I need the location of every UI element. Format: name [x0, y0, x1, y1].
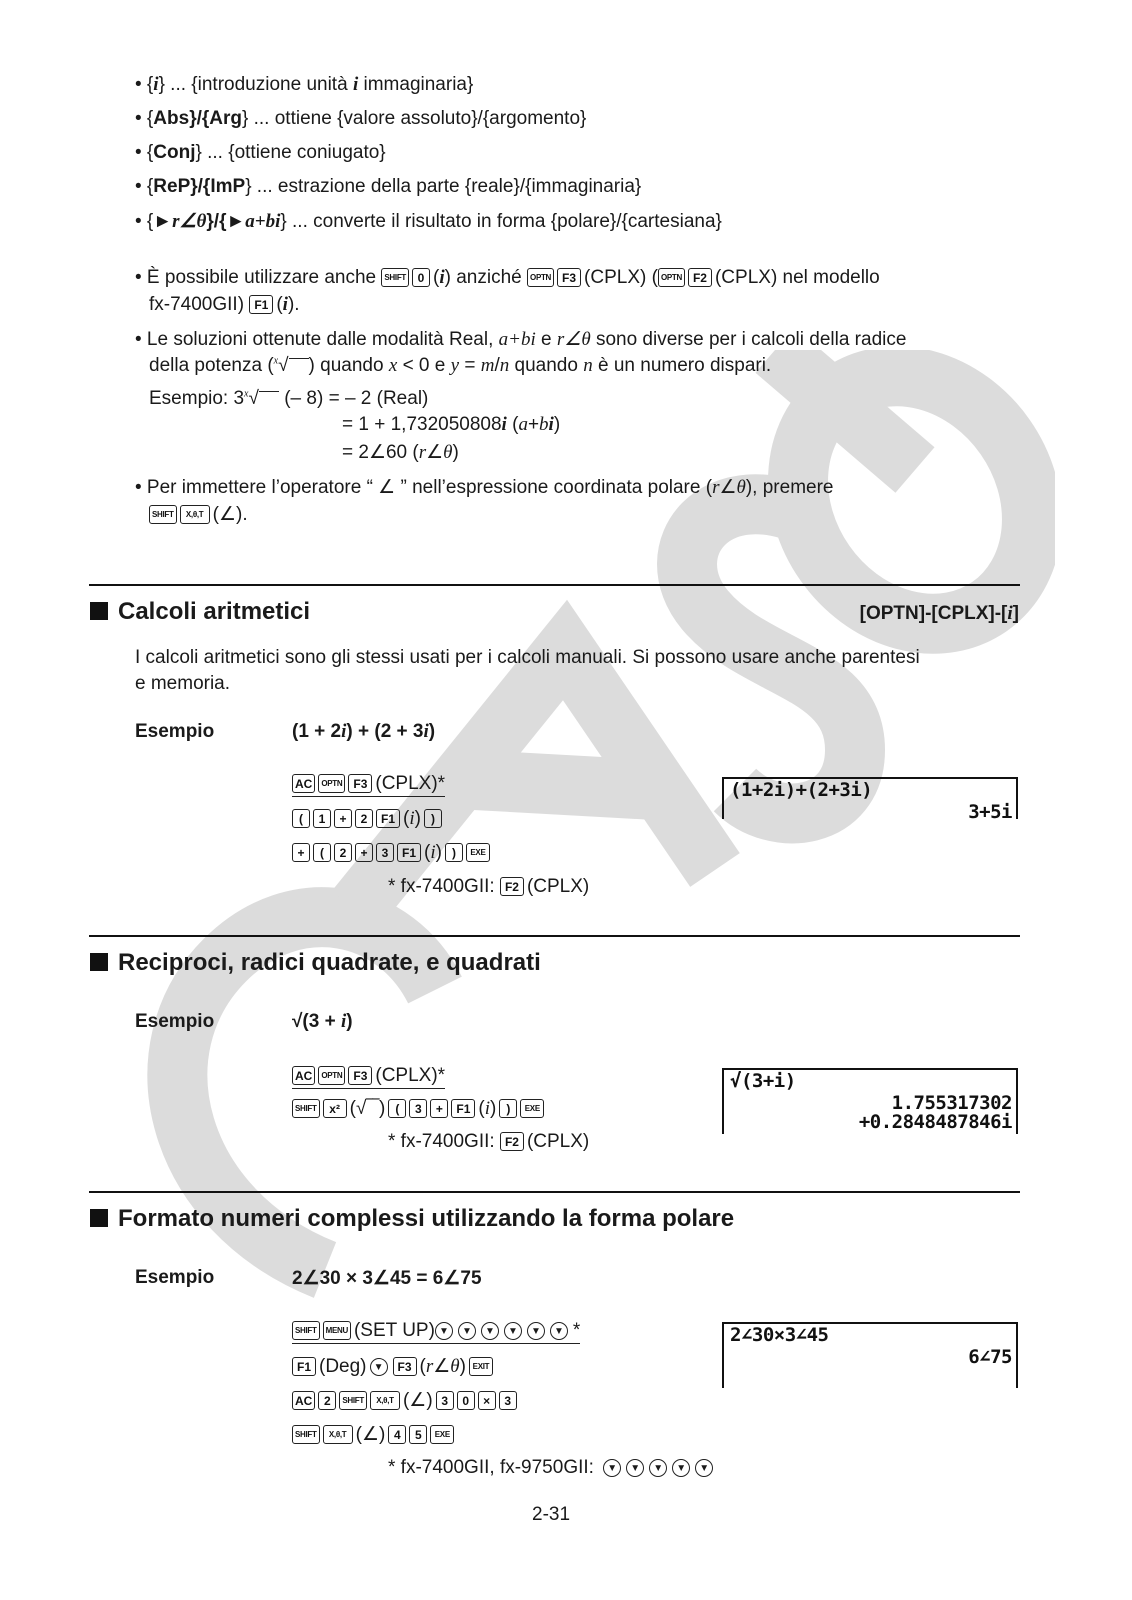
example-label: Esempio — [135, 1267, 215, 1288]
ac-key-icon: AC — [292, 1066, 315, 1085]
down-arrow-icon: ▼ — [370, 1358, 388, 1376]
f3-key-icon: F3 — [348, 1066, 372, 1085]
down-arrow-icon: ▼ — [695, 1459, 713, 1477]
down-arrow-icon: ▼ — [649, 1459, 667, 1477]
keystroke-line-1: AC OPTN F3 (CPLX)* — [292, 773, 445, 795]
menu-key-icon: MENU — [323, 1321, 351, 1340]
xthetat-key-icon: X,θ,T — [323, 1425, 353, 1444]
example-label: Esempio — [135, 721, 215, 742]
times-key-icon: × — [478, 1391, 496, 1410]
xthetat-key-icon: X,θ,T — [180, 505, 210, 524]
note-shift-zero: • È possibile utilizzare anche SHIFT 0 (i) anziché OPTN F3 (CPLX) ( OPTN F2 (CPLX) nel modello — [135, 267, 880, 288]
calculator-screen: (1+2i)+(2+3i) 3+5i — [722, 777, 1018, 819]
lparen-key-icon: ( — [292, 809, 310, 828]
example-root-polar: = 2∠60 (r∠θ) — [342, 442, 459, 463]
example-expression: √(3 + i) — [292, 1011, 353, 1032]
note-shift-zero-line2: fx-7400GII) F1 (i). — [149, 294, 300, 315]
note-real-modes-line2: della potenza ($^x$√ ) quando x < 0 e y = m/n quando n è un numero dispari. — [149, 355, 772, 376]
one-key-icon: 1 — [313, 809, 331, 828]
keystroke-line-2: SHIFT x² (√‾‾) ( 3 + F1 (i) ) EXE — [292, 1098, 547, 1120]
menu-path-tag: [OPTN]-[CPLX]-[i] — [859, 603, 1019, 624]
keystroke-line-2: ( 1 + 2 F1 (i) ) — [292, 808, 445, 830]
calculator-screen: √(3+i) 1.755317302 +0.2848487846i — [722, 1068, 1018, 1134]
five-key-icon: 5 — [409, 1425, 427, 1444]
calculator-screen: 2∠30×3∠45 6∠75 — [722, 1322, 1018, 1388]
example-root-real: Esempio: 3$^x$√ (– 8) = – 2 (Real) — [149, 388, 429, 409]
ac-key-icon: AC — [292, 1391, 315, 1410]
section-divider — [89, 584, 1020, 586]
exit-key-icon: EXIT — [469, 1357, 493, 1376]
f3-key-icon: F3 — [557, 268, 581, 287]
keystroke-line-3: + ( 2 + 3 F1 (i) ) EXE — [292, 842, 493, 864]
three-key-icon: 3 — [499, 1391, 517, 1410]
ac-key-icon: AC — [292, 774, 315, 793]
keystroke-line-3: AC 2 SHIFT X,θ,T (∠) 3 0 × 3 — [292, 1389, 520, 1412]
shift-key-icon: SHIFT — [292, 1321, 320, 1340]
down-arrow-icon: ▼ — [435, 1322, 453, 1340]
two-key-icon: 2 — [355, 809, 373, 828]
exe-key-icon: EXE — [520, 1099, 544, 1118]
two-key-icon: 2 — [318, 1391, 336, 1410]
f1-key-icon: F1 — [376, 809, 400, 828]
keystroke-line-1: AC OPTN F3 (CPLX)* — [292, 1065, 445, 1087]
f2-key-icon: F2 — [500, 1132, 524, 1151]
bullet-conj: • {Conj} ... {ottiene coniugato} — [135, 142, 386, 163]
bullet-abs-arg: • {Abs}/{Arg} ... ottiene {valore assoluto}/{argomento} — [135, 108, 587, 129]
note-real-modes: • Le soluzioni ottenute dalle modalità Real, a+bi e r∠θ sono diverse per i calcoli della radice — [135, 329, 907, 350]
shift-key-icon: SHIFT — [381, 268, 409, 287]
down-arrow-icon: ▼ — [672, 1459, 690, 1477]
footnote-fx7400: * fx-7400GII: F2 (CPLX) — [388, 876, 590, 897]
square-bullet-icon — [90, 1209, 108, 1227]
plus-key-icon: + — [355, 843, 373, 862]
bullet-rep-imp: • {ReP}/{ImP} ... estrazione della parte {reale}/{immaginaria} — [135, 176, 642, 197]
example-root-abi: = 1 + 1,732050808i (a+bi) — [342, 414, 561, 435]
casio-watermark — [95, 350, 1055, 1350]
section-divider — [89, 935, 1020, 937]
f1-key-icon: F1 — [397, 843, 421, 862]
f3-key-icon: F3 — [393, 1357, 417, 1376]
optn-key-icon: OPTN — [527, 268, 554, 287]
three-key-icon: 3 — [436, 1391, 454, 1410]
down-arrow-icon: ▼ — [458, 1322, 476, 1340]
keystroke-line-4: SHIFT X,θ,T (∠) 4 5 EXE — [292, 1423, 457, 1446]
rparen-key-icon: ) — [445, 843, 463, 862]
example-expression: (1 + 2i) + (2 + 3i) — [292, 721, 436, 742]
keystroke-line-2: F1 (Deg) ▼ F3 (r∠θ) EXIT — [292, 1355, 496, 1378]
plus-key-icon: + — [430, 1099, 448, 1118]
f1-key-icon: F1 — [292, 1357, 316, 1376]
plus-key-icon: + — [292, 843, 310, 862]
four-key-icon: 4 — [388, 1425, 406, 1444]
section-divider — [89, 1191, 1020, 1193]
rparen-key-icon: ) — [499, 1099, 517, 1118]
down-arrow-icon: ▼ — [550, 1322, 568, 1340]
square-bullet-icon — [90, 953, 108, 971]
footnote-fx7400-fx9750: * fx-7400GII, fx-9750GII: ▼ ▼ ▼ ▼ ▼ — [388, 1457, 718, 1479]
f2-key-icon: F2 — [500, 877, 524, 896]
three-key-icon: 3 — [376, 843, 394, 862]
xthetat-key-icon: X,θ,T — [370, 1391, 400, 1410]
zero-key-icon: 0 — [457, 1391, 475, 1410]
bullet-i: • {i} ... {introduzione unità i immaginaria} — [135, 74, 474, 95]
section-body-line2: e memoria. — [135, 673, 231, 694]
x-squared-key-icon: x² — [323, 1099, 347, 1118]
section-body: I calcoli aritmetici sono gli stessi usati per i calcoli manuali. Si possono usare anche parentesi — [135, 647, 920, 668]
optn-key-icon: OPTN — [318, 1066, 345, 1085]
bullet-convert: • {►r∠θ}/{►a+bi} ... converte il risultato in forma {polare}/{cartesiana} — [135, 211, 722, 232]
down-arrow-icon: ▼ — [603, 1459, 621, 1477]
optn-key-icon: OPTN — [318, 774, 345, 793]
footnote-fx7400: * fx-7400GII: F2 (CPLX) — [388, 1131, 590, 1152]
rparen-key-icon: ) — [424, 809, 442, 828]
note-angle-operator: • Per immettere l’operatore “ ∠ ” nell’espressione coordinata polare (r∠θ), premere — [135, 477, 834, 498]
shift-key-icon: SHIFT — [292, 1099, 320, 1118]
f1-key-icon: F1 — [249, 295, 273, 314]
exe-key-icon: EXE — [430, 1425, 454, 1444]
section-title-roots: Reciproci, radici quadrate, e quadrati — [90, 949, 541, 977]
shift-key-icon: SHIFT — [149, 505, 177, 524]
lparen-key-icon: ( — [388, 1099, 406, 1118]
example-expression: 2∠30 × 3∠45 = 6∠75 — [292, 1268, 482, 1289]
two-key-icon: 2 — [334, 843, 352, 862]
lparen-key-icon: ( — [313, 843, 331, 862]
plus-key-icon: + — [334, 809, 352, 828]
section-title-arithmetic: Calcoli aritmetici — [90, 598, 310, 626]
example-label: Esempio — [135, 1011, 215, 1032]
keystroke-line-1: SHIFT MENU (SET UP) ▼ ▼ ▼ ▼ ▼ ▼ * — [292, 1320, 580, 1342]
optn-key-icon: OPTN — [658, 268, 685, 287]
three-key-icon: 3 — [409, 1099, 427, 1118]
down-arrow-icon: ▼ — [481, 1322, 499, 1340]
section-title-polar: Formato numeri complessi utilizzando la forma polare — [90, 1205, 734, 1233]
down-arrow-icon: ▼ — [504, 1322, 522, 1340]
square-bullet-icon — [90, 602, 108, 620]
shift-key-icon: SHIFT — [339, 1391, 367, 1410]
zero-key-icon: 0 — [412, 268, 430, 287]
down-arrow-icon: ▼ — [626, 1459, 644, 1477]
exe-key-icon: EXE — [466, 843, 490, 862]
f1-key-icon: F1 — [451, 1099, 475, 1118]
page-number: 2-31 — [532, 1504, 571, 1525]
f3-key-icon: F3 — [348, 774, 372, 793]
note-angle-operator-line2: SHIFT X,θ,T (∠). — [149, 503, 248, 526]
shift-key-icon: SHIFT — [292, 1425, 320, 1444]
down-arrow-icon: ▼ — [527, 1322, 545, 1340]
f2-key-icon: F2 — [688, 268, 712, 287]
